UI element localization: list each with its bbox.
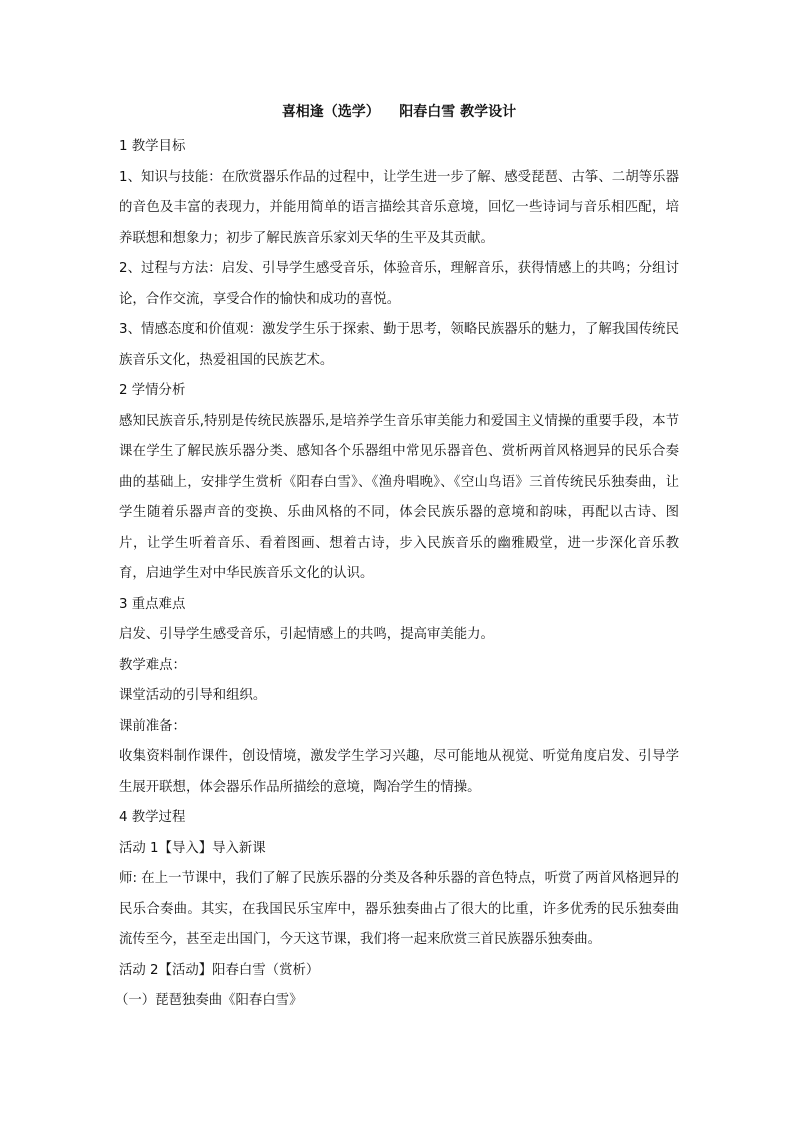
section-heading-analysis: 2 学情分析 <box>119 383 186 398</box>
paragraph-emotion-values: 3、情感态度和价值观：激发学生乐于探索、勤于思考，领略民族器乐的魅力，了解我国传统民族音乐文化，热爱祖国的民族艺术。 <box>119 322 679 368</box>
paragraph-process-methods: 2、过程与方法：启发、引导学生感受音乐，体验音乐，理解音乐，获得情感上的共鸣；分组讨论，合作交流，享受合作的愉快和成功的喜悦。 <box>119 261 679 307</box>
document-title: 喜相逢（选学） 阳春白雪 教学设计 <box>281 104 517 120</box>
paragraph-activity-1-title: 活动 1【导入】导入新课 <box>119 840 266 856</box>
paragraph-knowledge-skills: 1、知识与技能：在欣赏器乐作品的过程中，让学生进一步了解、感受琵琶、古筝、二胡等乐器的音色及丰富的表现力，并能用简单的语言描绘其音乐意境，回忆一些诗词与音乐相匹配，培养联想和想象力；初步了解民族音乐家刘天华的生平及其贡献。 <box>119 169 679 246</box>
paragraph-preparation-label: 课前准备： <box>119 718 186 734</box>
paragraph-preparation: 收集资料制作课件，创设情境，激发学生学习兴趣，尽可能地从视觉、听觉角度启发、引导学生展开联想，体会器乐作品所描绘的意境，陶冶学生的情操。 <box>119 749 679 795</box>
paragraph-student-analysis: 感知民族音乐,特别是传统民族器乐,是培养学生音乐审美能力和爱国主义情操的重要手段，本节课在学生了解民族乐器分类、感知各个乐器组中常见乐器音色、赏析两首风格迥异的民乐合奏曲的基础上，安排学生赏析《阳春白雪》、《渔舟唱晚》、《空山鸟语》三首传统民乐独奏曲，让学生随着乐器声音的变换、乐曲风格的不同，体会民族乐器的意境和韵味，再配以古诗、图片，让学生听着音乐、看着图画、想着古诗，步入民族音乐的幽雅殿堂，进一步深化音乐教育，启迪学生对中华民族音乐文化的认识。 <box>119 413 679 581</box>
paragraph-activity-2-title: 活动 2【活动】阳春白雪（赏析） <box>119 962 320 978</box>
paragraph-key-points: 启发、引导学生感受音乐，引起情感上的共鸣，提高审美能力。 <box>119 627 494 642</box>
section-heading-key-points: 3 重点难点 <box>119 596 186 612</box>
document-body <box>115 102 679 1017</box>
section-heading-process: 4 教学过程 <box>119 810 186 825</box>
paragraph-difficulty: 课堂活动的引导和组织。 <box>119 688 267 703</box>
paragraph-difficulty-label: 教学难点： <box>119 657 186 673</box>
paragraph-activity-1-body: 师: 在上一节课中，我们了解了民族乐器的分类及各种乐器的音色特点，听赏了两首风格迥异的民乐合奏曲。其实，在我国民乐宝库中，器乐独奏曲占了很大的比重，许多优秀的民乐独奏曲流传至今，甚至走出国门，今天这节课，我们将一起来欣赏三首民族器乐独奏曲。 <box>119 871 679 947</box>
paragraph-sub-item-1: （一）琵琶独奏曲《阳春白雪》 <box>115 993 303 1008</box>
section-heading-objectives: 1 教学目标 <box>119 139 186 154</box>
